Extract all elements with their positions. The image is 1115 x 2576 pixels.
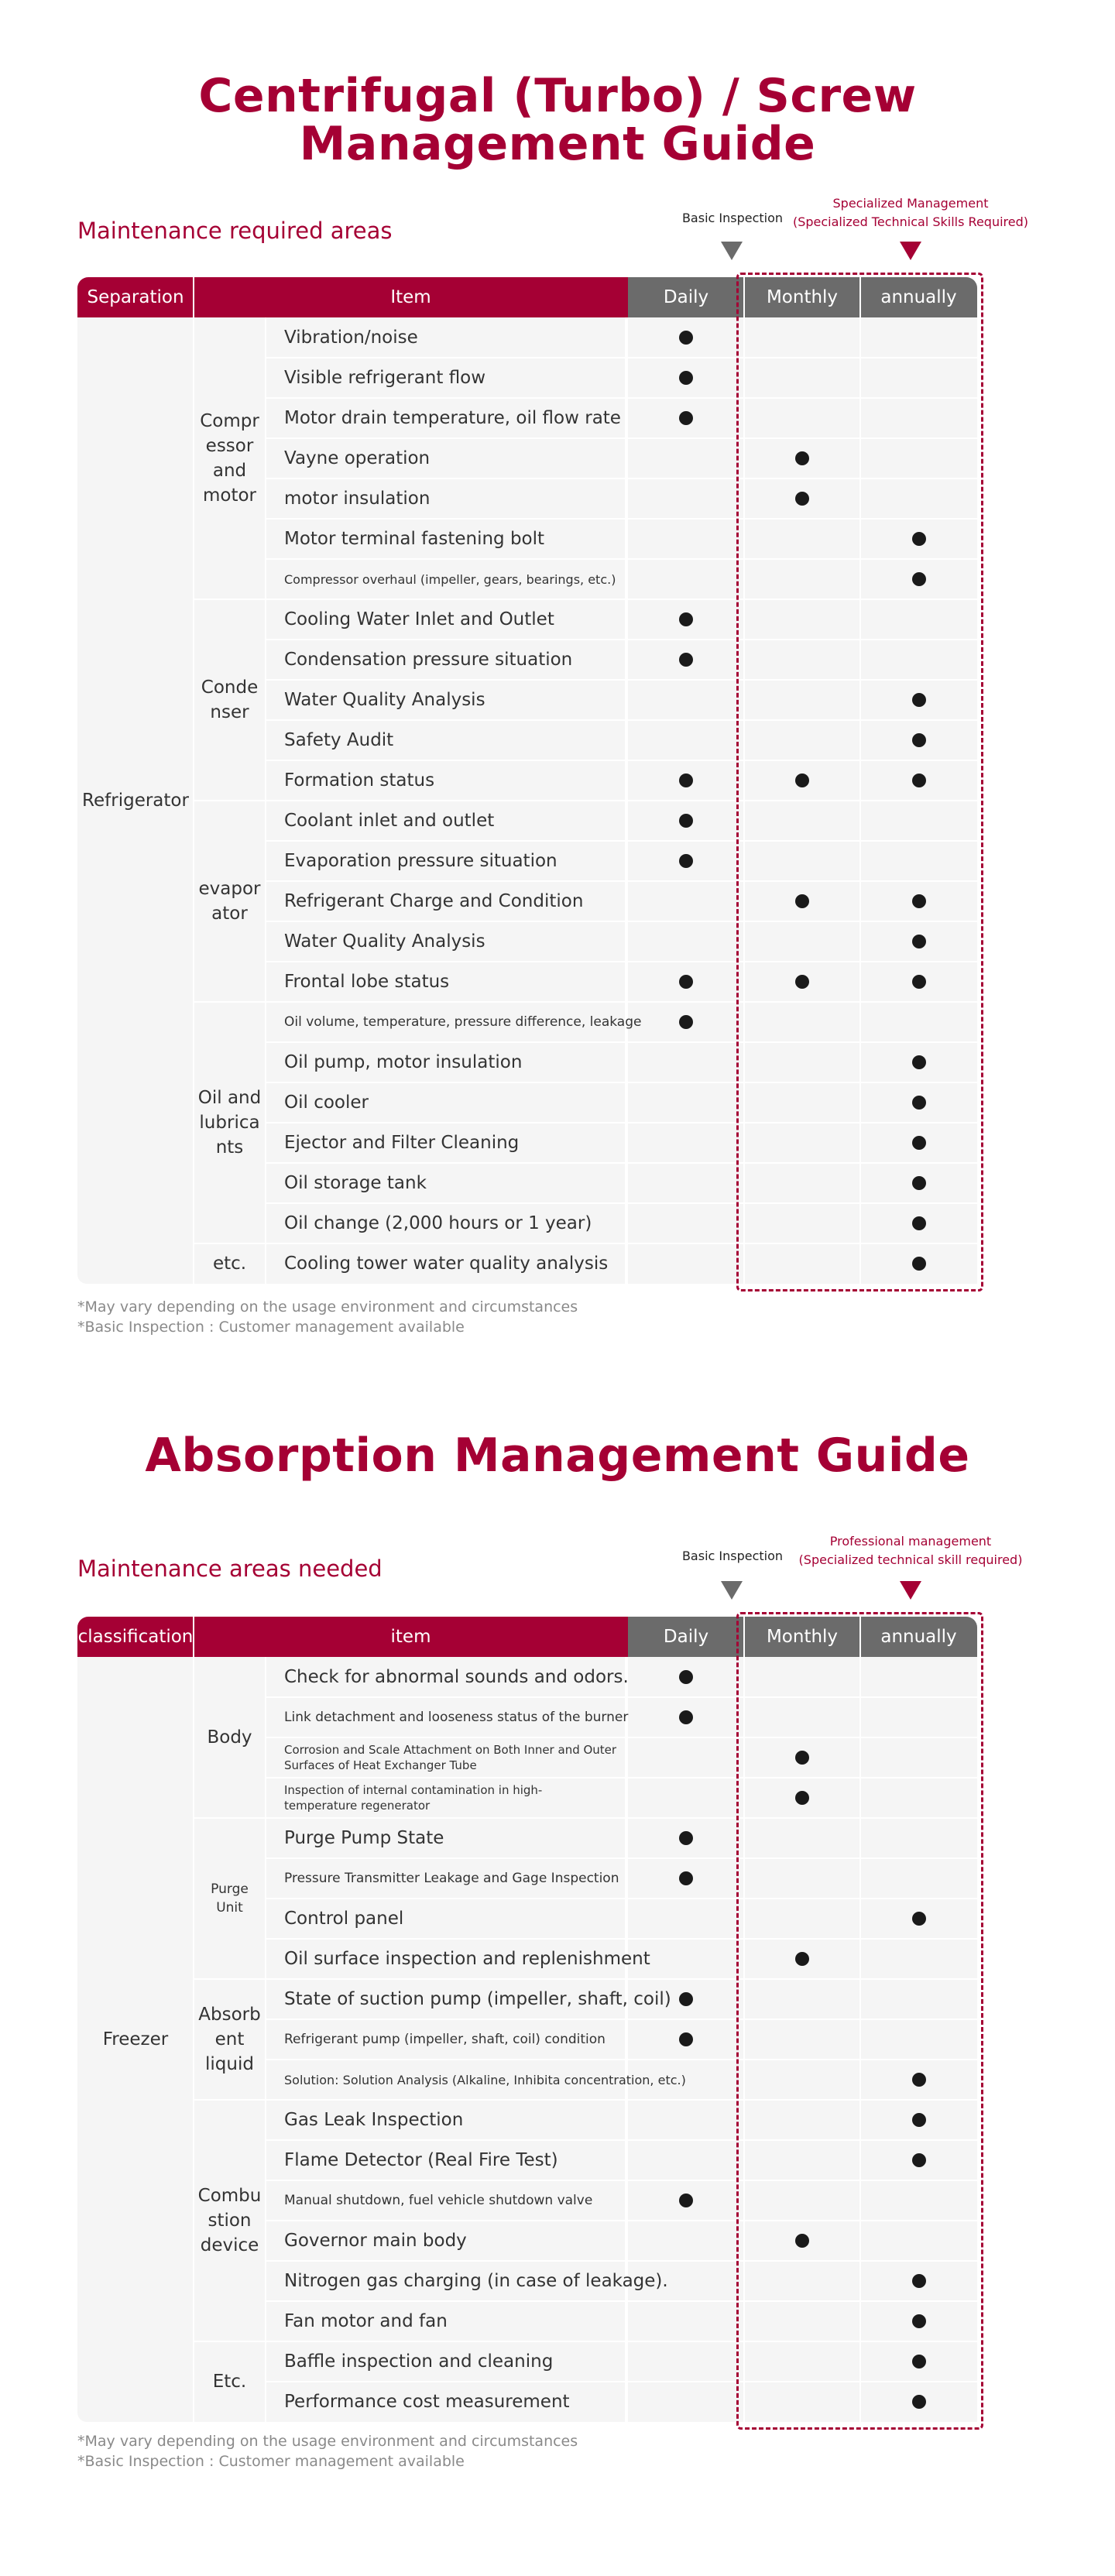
daily-check-dot (679, 1670, 693, 1684)
row-item-label: Control panel (284, 1909, 404, 1929)
daily-check-dot (679, 1992, 693, 2006)
row-item-label: Purge Pump State (284, 1828, 444, 1848)
row-item-label: Gas Leak Inspection (284, 2110, 464, 2130)
category-label: Conde nser (201, 677, 259, 722)
category-label: Absorb ent liquid (198, 2005, 261, 2074)
arrow-down-icon (721, 242, 743, 260)
row-item-label: Performance cost measurement (284, 2392, 570, 2412)
row-item-label: Safety Audit (284, 730, 394, 750)
absorption-guide-section (0, 1363, 1115, 2576)
footnote: *Basic Inspection : Customer management available (77, 2453, 465, 2470)
row-item-label: Motor terminal fastening bolt (284, 529, 545, 549)
row-item-label: Motor drain temperature, oil flow rate (284, 408, 621, 428)
section-subtitle: Maintenance areas needed (77, 1556, 383, 1582)
row-item-label: Water Quality Analysis (284, 690, 485, 710)
header-item: Item (194, 277, 628, 317)
arrow-down-icon (900, 1581, 921, 1600)
header-divider (193, 1617, 194, 1657)
specialized-label: Professional management (829, 1534, 992, 1549)
category-label: Compr essor and motor (200, 411, 259, 506)
row-item-label: Oil surface inspection and replenishment (284, 1949, 650, 1969)
arrow-down-icon (900, 242, 921, 260)
row-item-label: Water Quality Analysis (284, 931, 485, 952)
daily-check-dot (679, 612, 693, 626)
row-item-label: Vibration/noise (284, 328, 418, 348)
row-item-label: Ejector and Filter Cleaning (284, 1133, 520, 1153)
header-item: item (194, 1617, 628, 1657)
daily-check-dot (679, 653, 693, 667)
header-daily: Daily (628, 277, 744, 317)
row-item-label: Baffle inspection and cleaning (284, 2351, 554, 2372)
daily-check-dot (679, 1871, 693, 1885)
group-label: Refrigerator (82, 791, 189, 811)
daily-check-dot (679, 2032, 693, 2046)
row-item-label: Manual shutdown, fuel vehicle shutdown valve (284, 2193, 593, 2208)
row-item-label: Refrigerant Charge and Condition (284, 891, 584, 911)
basic-inspection-label: Basic Inspection (681, 1549, 784, 1563)
row-item-label: Cooling Water Inlet and Outlet (284, 609, 554, 629)
header-daily: Daily (628, 1617, 744, 1657)
arrow-down-icon (721, 1581, 743, 1600)
footnote: *May vary depending on the usage environment and circumstances (77, 2433, 578, 2450)
row-item-label: Corrosion and Scale Attachment on Both Inner and Outer Surfaces of Heat Exchanger Tube (284, 1743, 617, 1772)
header-separation: Separation (77, 277, 194, 317)
daily-check-dot (679, 1015, 693, 1029)
row-item-label: Check for abnormal sounds and odors. (284, 1667, 629, 1687)
row-item-label: Fan motor and fan (284, 2311, 448, 2331)
row-item-label: Compressor overhaul (impeller, gears, bearings, etc.) (284, 571, 616, 587)
specialized-label-note: (Specialized Technical Skills Required) (792, 214, 1028, 229)
row-item-label: Oil pump, motor insulation (284, 1052, 523, 1072)
footnote: *May vary depending on the usage environment and circumstances (77, 1298, 578, 1315)
page-title: Absorption Management Guide (145, 1429, 970, 1483)
category-label: Combu stion device (197, 2186, 262, 2255)
row-item-label: Formation status (284, 770, 435, 791)
daily-check-dot (679, 854, 693, 868)
row-item-label: Oil volume, temperature, pressure difference, leakage (284, 1014, 642, 1030)
daily-check-dot (679, 975, 693, 989)
row-item-label: Coolant inlet and outlet (284, 811, 495, 831)
row-item-label: Evaporation pressure situation (284, 851, 558, 871)
daily-check-dot (679, 1831, 693, 1845)
row-item-label: Visible refrigerant flow (284, 368, 486, 388)
row-item-label: Link detachment and looseness status of the burner (284, 1710, 629, 1725)
row-item-label: Frontal lobe status (284, 972, 450, 992)
row-item-label: Pressure Transmitter Leakage and Gage Inspection (284, 1871, 619, 1886)
category-label: Body (207, 1727, 252, 1748)
row-item-label: Flame Detector (Real Fire Test) (284, 2150, 558, 2170)
row-item-label: Oil change (2,000 hours or 1 year) (284, 1213, 592, 1233)
row-item-label: Cooling tower water quality analysis (284, 1254, 609, 1274)
category-label: etc. (212, 1254, 247, 1274)
row-item-label: Nitrogen gas charging (in case of leakage). (284, 2271, 668, 2291)
maintenance-table (77, 1617, 1039, 2422)
row-item-label: Oil cooler (284, 1092, 369, 1113)
header-annually: annually (860, 1617, 977, 1657)
row-item-label: motor insulation (284, 489, 431, 509)
group-label: Freezer (102, 2029, 169, 2049)
row-item-label: State of suction pump (impeller, shaft, coil) (284, 1989, 671, 2009)
row-item-label: Governor main body (284, 2231, 467, 2251)
header-monthly: Monthly (744, 277, 860, 317)
specialized-label-note: (Specialized technical skill required) (798, 1552, 1023, 1567)
daily-check-dot (679, 371, 693, 385)
category-label: Purge Unit (211, 1881, 249, 1916)
daily-check-dot (679, 411, 693, 425)
category-label: Etc. (212, 2372, 247, 2392)
row-item-label: Inspection of internal contamination in high- temperature regenerator (284, 1783, 543, 1813)
section-subtitle: Maintenance required areas (77, 218, 393, 244)
specialized-management-frame (736, 1612, 983, 2430)
daily-check-dot (679, 331, 693, 345)
header-monthly: Monthly (744, 1617, 860, 1657)
category-label: Oil and lubrica nts (197, 1088, 262, 1158)
header-annually: annually (860, 277, 977, 317)
daily-check-dot (679, 1710, 693, 1724)
header-separation: classification (77, 1617, 194, 1657)
page-title: Centrifugal (Turbo) / Screw (198, 69, 917, 123)
page-title-line2: Management Guide (299, 117, 816, 171)
row-item-label: Solution: Solution Analysis (Alkaline, Inhibita concentration, etc.) (284, 2072, 686, 2087)
specialized-management-frame (736, 273, 983, 1291)
row-item-label: Vayne operation (284, 448, 431, 468)
category-label: evapor ator (198, 879, 261, 924)
specialized-label: Specialized Management (832, 196, 989, 211)
daily-check-dot (679, 2194, 693, 2207)
maintenance-table (77, 277, 1039, 1284)
footnote: *Basic Inspection : Customer management available (77, 1319, 465, 1336)
row-item-label: Oil storage tank (284, 1173, 427, 1193)
row-item-label: Refrigerant pump (impeller, shaft, coil) condition (284, 2032, 606, 2047)
daily-check-dot (679, 814, 693, 828)
basic-inspection-label: Basic Inspection (681, 211, 784, 225)
row-item-label: Condensation pressure situation (284, 650, 573, 670)
header-divider (193, 277, 194, 317)
daily-check-dot (679, 773, 693, 787)
